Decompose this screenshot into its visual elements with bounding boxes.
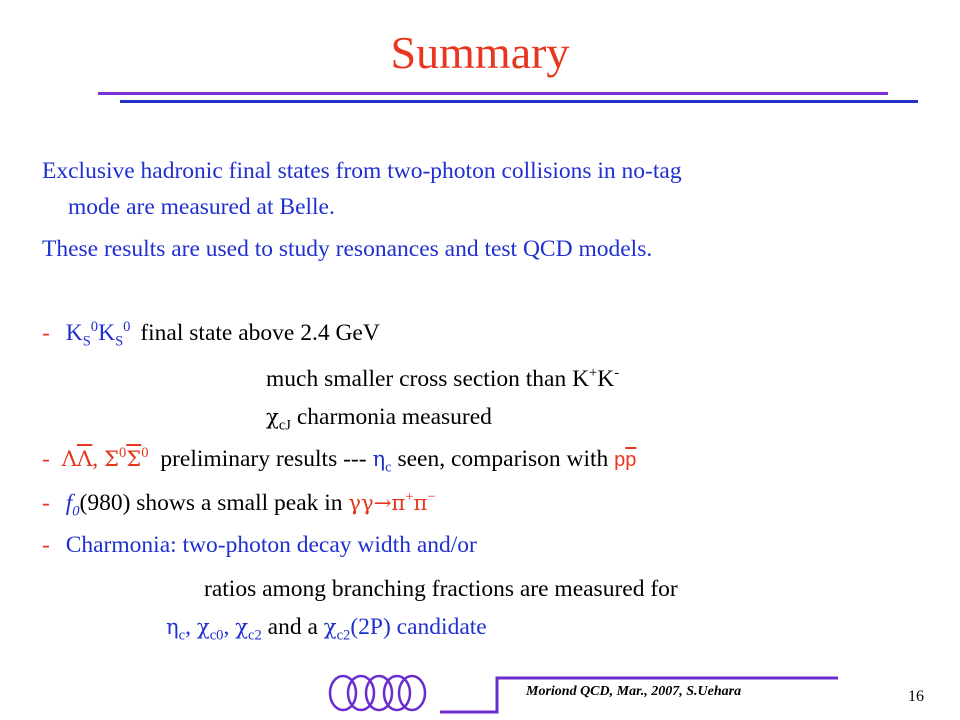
ks-ks-text: final state above 2.4 GeV	[140, 320, 380, 346]
bullet-dash: -	[42, 446, 50, 472]
footer-ring	[384, 676, 410, 710]
bullet-lambda-sigma: - $\Lambda\overline{\Lambda}$, $\Sigma^0\overline{\Sigma}^0$ preliminary results --- $\eta_c$ seen, comparison with $p\overline{p}$	[42, 445, 637, 476]
p-pbar: $p\overline{p}$	[614, 449, 637, 471]
title-rule-purple	[98, 92, 888, 95]
slide-title: Summary	[390, 27, 570, 78]
gamma-gamma-pi-pi: γγ→π+π−	[348, 489, 436, 515]
intro-line-2: mode are measured at Belle.	[68, 194, 335, 220]
footer-citation: Moriond QCD, Mar., 2007, S.Uehara	[526, 684, 742, 699]
bullet-f0: - $f_0(980)$ shows a small peak in γγ→π+π−	[42, 489, 436, 520]
ks-ks-subline-1: much smaller cross section than K+K-	[266, 365, 620, 392]
ks-ks-formula: $K_S^0K_S^0$	[65, 319, 131, 350]
footer-decoration	[0, 660, 960, 720]
intro-line-1: Exclusive hadronic final states from two-photon collisions in no-tag	[42, 158, 682, 184]
intro-line-3: These results are used to study resonances and test QCD models.	[42, 236, 653, 262]
eta-c-symbol: $\eta_c$	[372, 446, 392, 476]
charmonia-line-2: ratios among branching fractions are measured for	[204, 576, 678, 602]
bullet-dash: -	[42, 490, 50, 516]
bullet-dash: -	[42, 320, 50, 346]
bullet-dash: -	[42, 532, 50, 558]
title-rule-blue	[120, 100, 918, 103]
lambda-sigma-formula: $\Lambda\overline{\Lambda}$, $\Sigma^0\overline{\Sigma}^0$	[61, 445, 149, 472]
page-number: 16	[908, 688, 924, 705]
ks-ks-subline-2: $\chi_{cJ}$ charmonia measured	[266, 404, 492, 434]
f0-label: $f_0$	[65, 490, 80, 520]
bullet-ks-ks	[42, 319, 380, 350]
charmonia-line-3: $\eta_c$, $\chi_{c0}$, $\chi_{c2}$ and a $\chi_{c2}(2P)$ candidate	[166, 614, 487, 644]
bullet-charmonia: - Charmonia: two-photon decay width and/or	[42, 532, 477, 558]
footer-ring	[399, 676, 425, 710]
